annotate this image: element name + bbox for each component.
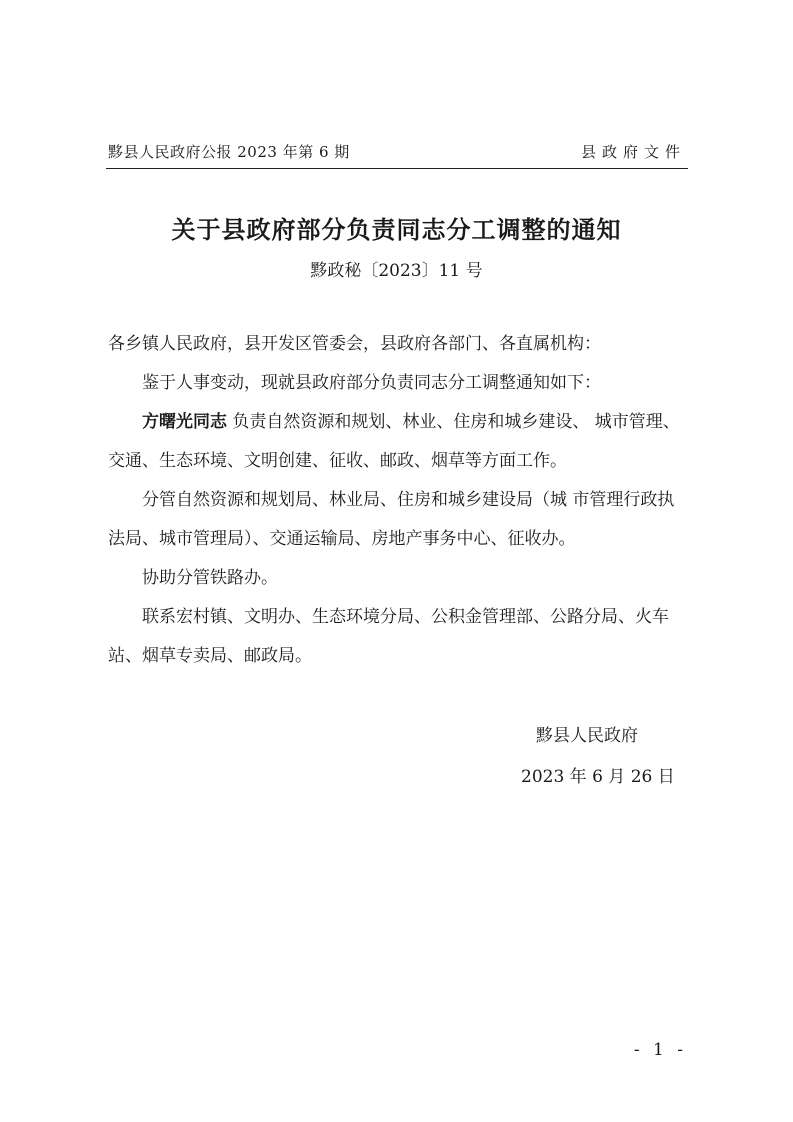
document-body [108, 325, 690, 676]
document-title: 关于县政府部分负责同志分工调整的通知 [171, 215, 622, 244]
document-number: 黟政秘〔2023〕11 号 [310, 261, 483, 281]
signature-org: 黟县人民政府 [536, 726, 638, 746]
signature-date: 2023 年 6 月 26 日 [521, 767, 675, 787]
paragraph-intro: 鉴于人事变动，现就县政府部分负责同志分工调整通知如下： [142, 373, 601, 393]
paragraph-assists: 协助分管铁路办。 [142, 568, 278, 588]
paragraph-duties [108, 403, 690, 481]
page-number: - 1 - [633, 1040, 687, 1060]
header-doc-type: 县政府文件 [580, 143, 686, 161]
paragraph-liaison: 联系宏村镇、文明办、生态环境分局、公积金管理部、公路分局、火车站、烟草专卖局、邮政局。 [108, 607, 669, 666]
header-publication: 黟县人民政府公报 2023 年第 6 期 [108, 143, 350, 161]
header-divider [106, 168, 688, 169]
salutation: 各乡镇人民政府，县开发区管委会，县政府各部门、各直属机构： [108, 334, 601, 354]
paragraph-supervises: 分管自然资源和规划局、林业局、住房和城乡建设局（城 市管理行政执法局、城市管理局）、交通运输局、房地产事务中心、征收办。 [108, 490, 675, 549]
person-name: 方曙光同志 [142, 412, 227, 432]
duties-text: 负责自然资源和规划、林业、住房和城乡建设、 城市管理、交通、生态环境、文明创建、征收、邮政、烟草等方面工作。 [108, 412, 680, 471]
